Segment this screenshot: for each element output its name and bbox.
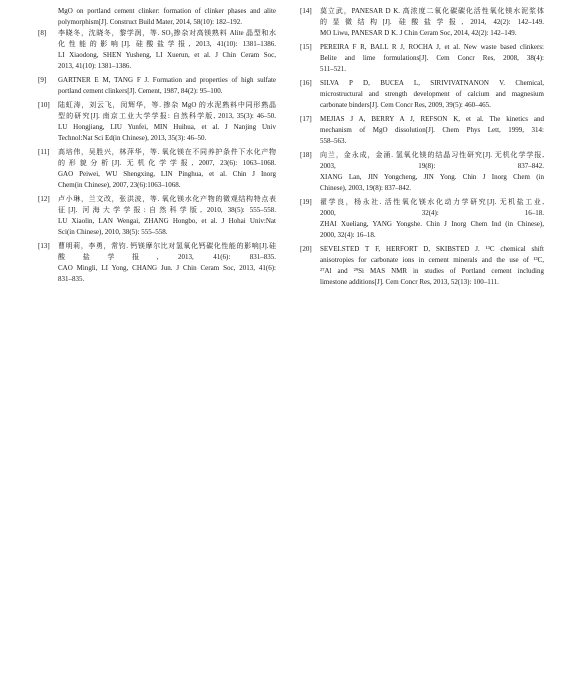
reference-number: [11]	[38, 148, 50, 156]
reference-line: 向兰，金永成，金涌. 氢氧化镁的结晶习性研究[J]. 无机化学学报,	[320, 151, 544, 159]
reference-number: [15]	[300, 43, 312, 51]
reference-item	[300, 244, 544, 288]
reference-item	[300, 42, 544, 75]
reference-item	[38, 28, 276, 72]
reference-line: 831–835.	[58, 275, 85, 283]
reference-line: 的显微结构[J]. 硅酸盐学报, 2014, 42(2): 142–149.	[320, 18, 544, 26]
reference-line: MEJIAS J A, BERRY A J, REFSON K, et al. The kinetics and	[320, 115, 544, 123]
reference-line: 2003, 19(8): 837–842.	[320, 162, 544, 170]
reference-line: LU Xiaolin, LAN Wengai, ZHANG Hongbo, et al. J Hohai Univ:Nat	[58, 217, 276, 225]
reference-number: [19]	[300, 198, 312, 206]
reference-line: 高培伟，吴胜兴，林萍华，等. 氧化镁在不同养护条件下水化产物	[58, 148, 276, 156]
reference-line: LI Xiaodong, SHEN Yusheng, LI Xuerun, et al. J Chin Ceram Soc,	[58, 51, 276, 59]
reference-item	[300, 78, 544, 111]
reference-number: [18]	[300, 151, 312, 159]
reference-line: 型的研究[J]. 南京工业大学学报: 自然科学版, 2013, 35(3): 46–50.	[58, 112, 276, 120]
reference-line: 511–521.	[320, 65, 346, 73]
reference-line: MgO on portland cement clinker: formation of clinker phases and alite	[58, 7, 276, 15]
reference-item	[38, 75, 276, 97]
right-reference-list	[300, 6, 544, 288]
reference-number: [8]	[38, 29, 47, 37]
left-column	[38, 6, 276, 288]
reference-line: Chinese), 2003, 19(8): 837–842.	[320, 184, 411, 192]
reference-text	[320, 244, 544, 288]
right-column	[300, 6, 544, 291]
reference-text	[320, 114, 544, 147]
reference-line: PEREIRA F R, BALL R J, ROCHA J, et al. New waste based clinkers:	[320, 43, 544, 51]
reference-line: 的形貌分析[J]. 无机化学学报, 2007, 23(6): 1063–1068.	[58, 159, 276, 167]
reference-item	[300, 150, 544, 194]
reference-line: GAO Peiwei, WU Shengxing, LIN Pinghua, et al. Chin J Inorg	[58, 170, 276, 178]
reference-line: SILVA P D, BUCEA L, SIRIVIVATNANON V. Chemical,	[320, 79, 544, 87]
reference-line: Sci(in Chinese), 2010, 38(5): 555–558.	[58, 228, 168, 236]
reference-number: [17]	[300, 115, 312, 123]
reference-line: GARTNER E M, TANG F J. Formation and properties of high sulfate	[58, 76, 276, 84]
reference-line: XIANG Lan, JIN Yongcheng, JIN Yong. Chin J Inorg Chem (in	[320, 173, 544, 181]
reference-line: ²⁷Al and ²⁹Si MAS NMR in studies of Portland cement including	[320, 267, 544, 275]
reference-text	[320, 78, 544, 111]
reference-number: [16]	[300, 79, 312, 87]
reference-line: MO Liwu, PANESAR D K. J Chin Ceram Soc, 2014, 42(2): 142–149.	[320, 29, 517, 37]
reference-line: 陆虹涛，刘云飞，闵辉华，等. 掺杂 MgO 的水泥熟料中同形熟晶	[58, 101, 276, 109]
left-reference-list	[38, 28, 276, 285]
reference-line: 化性能的影响[J]. 硅酸盐学报, 2013, 41(10): 1381–1386.	[58, 40, 276, 48]
reference-line: 2000, 32(4): 16–18.	[320, 209, 544, 217]
reference-continuation	[58, 6, 276, 28]
reference-line: 翟学良，杨永社. 活性氧化镁水化动力学研究[J]. 无机盐工业,	[320, 198, 544, 206]
reference-text	[320, 42, 544, 75]
reference-line: 曹明莉，李勇，常钧. 钙镁摩尔比对氢氧化钙碳化性能的影响[J].硅	[58, 242, 276, 250]
reference-text	[320, 6, 544, 39]
reference-text	[58, 241, 276, 285]
reference-item	[38, 100, 276, 144]
reference-text	[320, 197, 544, 241]
reference-line: 卢小琳，兰文改，张洪波，等. 氧化镁水化产物的微观结构特点表	[58, 195, 276, 203]
reference-line: LU Hongjiang, LIU Yunfei, MIN Huihua, et al. J Nanjing Univ	[58, 123, 276, 131]
reference-text	[58, 75, 276, 97]
reference-line: polymorphism[J]. Construct Build Mater, 2014, 58(10): 182–192.	[58, 18, 243, 26]
reference-text	[58, 194, 276, 238]
reference-text	[58, 147, 276, 191]
reference-line: Technol:Nat Sci Ed(in Chinese), 2013, 35(3): 46–50.	[58, 134, 207, 142]
reference-text	[58, 100, 276, 144]
reference-line: mechanism of MgO dissolution[J]. Chem Phys Lett, 1999, 314:	[320, 126, 544, 134]
reference-line: 莫立武，PANESAR D K. 高浓度二氧化碳碳化活性氧化镁水泥浆体	[320, 7, 544, 15]
reference-line: microstructural and strength development of calcium and magnesium	[320, 90, 544, 98]
reference-line: SEVELSTED T F, HERFORT D, SKIBSTED J. ¹³C chemical shift	[320, 245, 544, 253]
reference-item	[300, 197, 544, 241]
reference-number: [20]	[300, 245, 312, 253]
reference-text	[320, 150, 544, 194]
reference-line: ZHAI Xueliang, YANG Yongshe. Chin J Inorg Chem Ind (in Chinese),	[320, 220, 544, 228]
reference-line: CAO Mingli, LI Yong, CHANG Jun. J Chin Ceram Soc, 2013, 41(6):	[58, 264, 276, 272]
reference-line: carbonate binders[J]. Cem Concr Res, 2009, 39(5): 460–465.	[320, 101, 491, 109]
reference-text	[58, 28, 276, 72]
reference-line: 征[J]. 河海大学学报:自然科学版, 2010, 38(5): 555–558.	[58, 206, 276, 214]
reference-line: anisotropies for carbonate ions in cement minerals and the use of ¹³C,	[320, 256, 544, 264]
reference-line: 558–563.	[320, 137, 347, 145]
reference-number: [12]	[38, 195, 50, 203]
reference-line: 2013, 41(10): 1381–1386.	[58, 62, 132, 70]
reference-line: 酸盐学报, 2013, 41(6): 831–835.	[58, 253, 276, 261]
reference-item	[38, 147, 276, 191]
reference-line: portland cement clinkers[J]. Cement, 1987, 84(2): 95–100.	[58, 87, 223, 95]
reference-line: 2000, 32(4): 16–18.	[320, 231, 376, 239]
reference-item	[38, 241, 276, 285]
reference-number: [14]	[300, 7, 312, 15]
reference-line: 李晓冬，沈晓冬，黎学润，等. SO₃掺杂对高镁熟料 Alite 晶型和水	[58, 29, 276, 37]
reference-line: limestone additions[J]. Cem Concr Res, 2013, 52(13): 100–111.	[320, 278, 499, 286]
reference-item	[38, 194, 276, 238]
reference-item	[300, 6, 544, 39]
reference-number: [13]	[38, 242, 50, 250]
reference-line: Belite and lime formulations[J]. Cem Concr Res, 2008, 38(4):	[320, 54, 544, 62]
reference-number: [9]	[38, 76, 47, 84]
reference-number: [10]	[38, 101, 50, 109]
reference-item	[300, 114, 544, 147]
reference-line: Chem(in Chinese), 2007, 23(6):1063–1068.	[58, 181, 181, 189]
